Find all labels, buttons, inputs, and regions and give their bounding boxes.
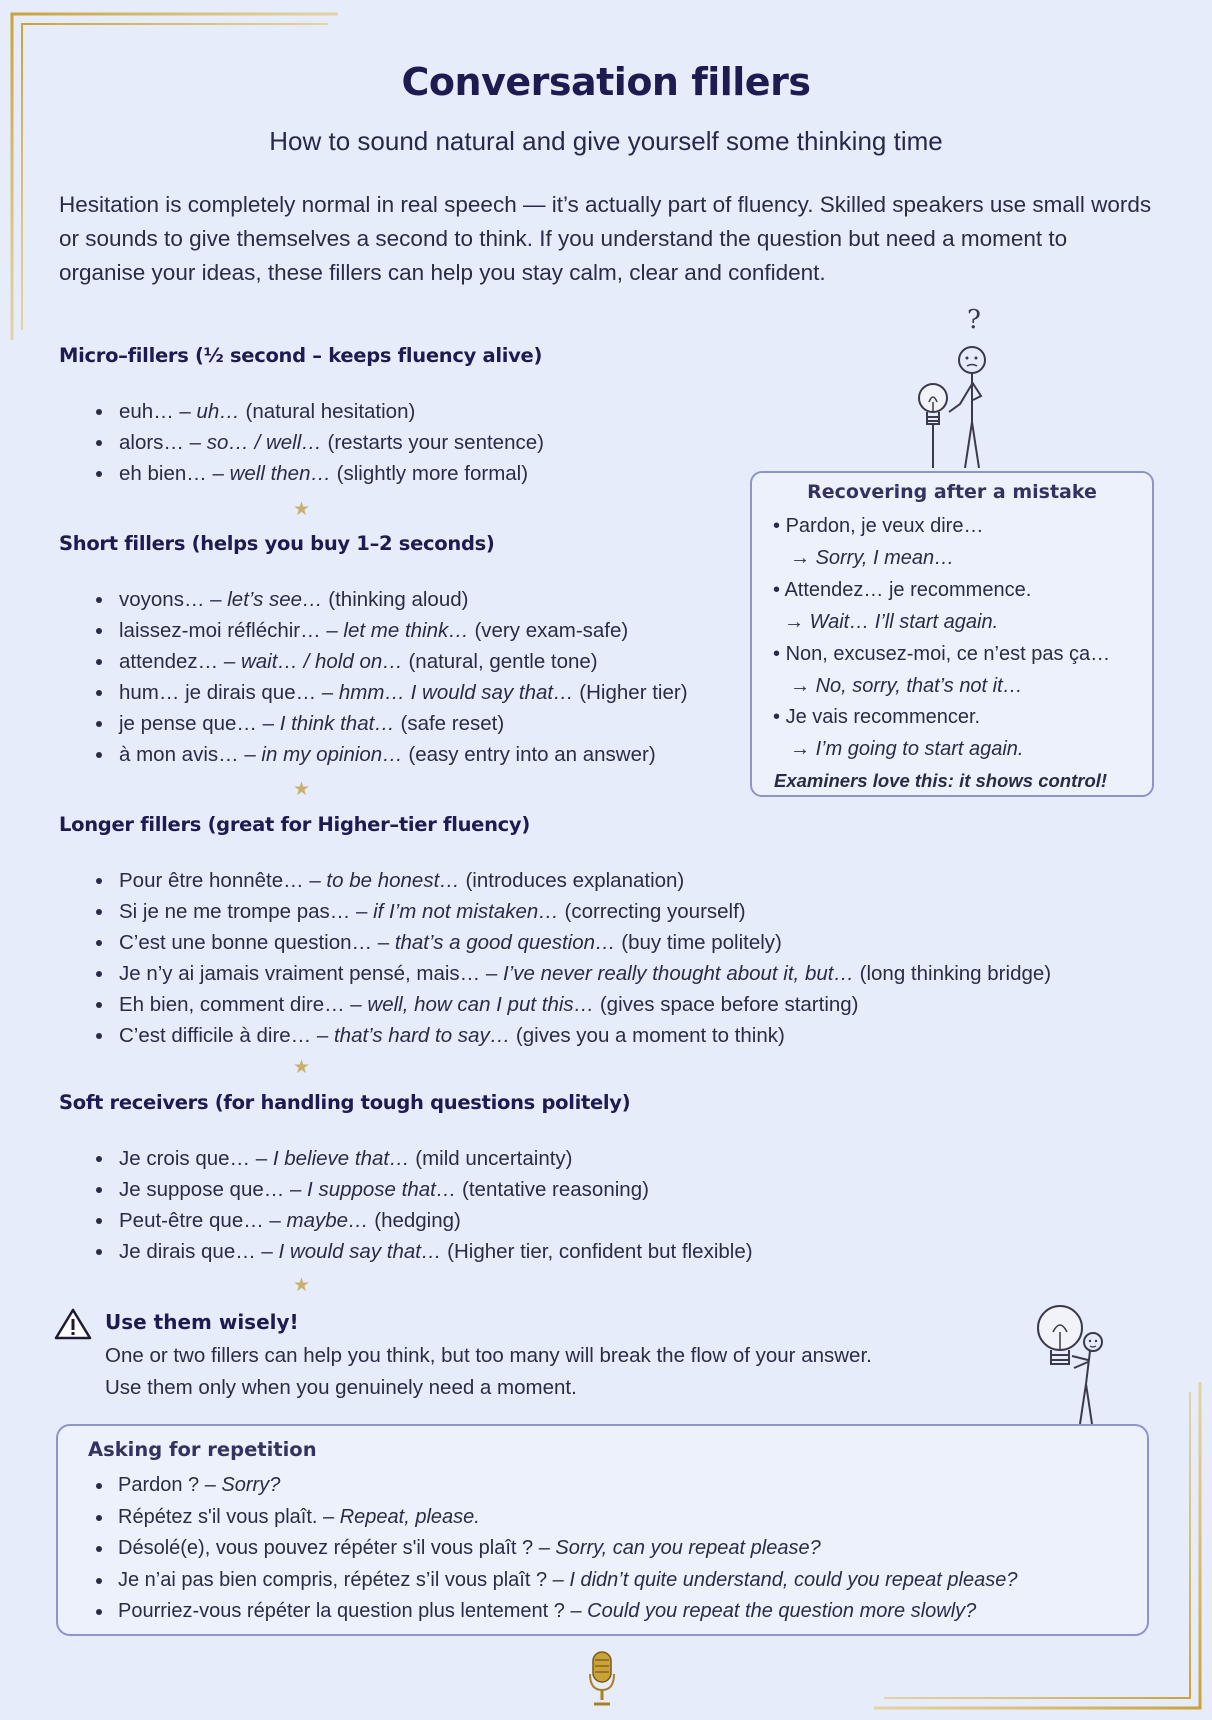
list-item: • Désolé(e), vous pouvez répéter s'il vous plaît ? – Sorry, can you repeat please?: [114, 1533, 1017, 1565]
list-item: • eh bien… – well then… (slightly more formal): [115, 458, 544, 489]
recovering-box-title: Recovering after a mistake: [807, 481, 1097, 503]
page-subtitle: How to sound natural and give yourself some thinking time: [269, 126, 943, 156]
list-item-translation: → No, sorry, that’s not it…: [790, 675, 1023, 697]
list-item: • Je dirais que… – I would say that… (Higher tier, confident but flexible): [115, 1236, 753, 1267]
soft-receivers-list: [89, 1143, 753, 1267]
list-item: • euh… – uh… (natural hesitation): [115, 396, 544, 427]
recovering-after-mistake-box: [750, 471, 1154, 797]
list-item: • alors… – so… / well… (restarts your sentence): [115, 427, 544, 458]
list-item: • Attendez… je recommence.: [773, 579, 1032, 601]
micro-fillers-list: [89, 396, 544, 489]
asking-for-repetition-box: [56, 1424, 1149, 1636]
repetition-box-title: Asking for repetition: [88, 1438, 317, 1461]
repetition-list: [88, 1470, 1017, 1628]
star-divider-icon: ★: [293, 1275, 311, 1296]
list-item: • Pour être honnête… – to be honest… (introduces explanation): [115, 865, 1051, 896]
list-item: • Pardon, je veux dire…: [773, 515, 984, 537]
list-item: • C’est difficile à dire… – that’s hard to say… (gives you a moment to think): [115, 1020, 1051, 1051]
list-item: • Je suppose que… – I suppose that… (tentative reasoning): [115, 1174, 753, 1205]
list-item: • voyons… – let’s see… (thinking aloud): [115, 584, 688, 615]
list-item: • Je crois que… – I believe that… (mild uncertainty): [115, 1143, 753, 1174]
page-title: Conversation fillers: [401, 60, 811, 104]
warning-text-line: One or two fillers can help you think, but too many will break the flow of your answer.: [105, 1344, 872, 1367]
star-divider-icon: ★: [293, 779, 311, 800]
microphone-icon: [587, 1650, 617, 1708]
list-item: • je pense que… – I think that… (safe reset): [115, 708, 688, 739]
section-heading-micro-fillers: Micro–fillers (½ second – keeps fluency alive): [59, 344, 543, 367]
warning-title: Use them wisely!: [105, 1310, 299, 1334]
section-heading-longer-fillers: Longer fillers (great for Higher–tier fluency): [59, 813, 530, 836]
list-item: • Non, excusez-moi, ce n’est pas ça…: [773, 643, 1111, 665]
list-item-translation: → Sorry, I mean…: [790, 547, 955, 569]
thinking-figure-illustration: [905, 304, 1005, 470]
list-item-translation: → Wait… I’ll start again.: [784, 611, 999, 633]
list-item: • Pardon ? – Sorry?: [114, 1470, 1017, 1502]
warning-icon: [54, 1307, 92, 1341]
list-item: • Peut-être que… – maybe… (hedging): [115, 1205, 753, 1236]
short-fillers-list: [89, 584, 688, 770]
intro-paragraph: Hesitation is completely normal in real speech — it’s actually part of fluency. Skilled speakers use small words or sounds to give themselves a second to think. If you understand the question but need a moment to organise your ideas, these fillers can help you stay calm, clear and confident.: [59, 192, 1152, 285]
list-item: • hum… je dirais que… – hmm… I would say that… (Higher tier): [115, 677, 688, 708]
list-item: • C’est une bonne question… – that’s a good question… (buy time politely): [115, 927, 1051, 958]
list-item: • Je n’ai pas bien compris, répétez s’il vous plaît ? – I didn’t quite understand, could you repeat please?: [114, 1565, 1017, 1597]
list-item: • attendez… – wait… / hold on… (natural, gentle tone): [115, 646, 688, 677]
list-item: • à mon avis… – in my opinion… (easy entry into an answer): [115, 739, 688, 770]
list-item: • laissez-moi réfléchir… – let me think… (very exam-safe): [115, 615, 688, 646]
recovering-box-footer: Examiners love this: it shows control!: [774, 770, 1108, 791]
star-divider-icon: ★: [293, 1057, 311, 1078]
list-item-translation: → I’m going to start again.: [790, 738, 1024, 760]
question-mark-icon: ?: [967, 305, 981, 335]
warning-text-line: Use them only when you genuinely need a moment.: [105, 1376, 577, 1399]
list-item: • Eh bien, comment dire… – well, how can I put this… (gives space before starting): [115, 989, 1051, 1020]
section-heading-soft-receivers: Soft receivers (for handling tough questions politely): [59, 1091, 631, 1114]
star-divider-icon: ★: [293, 499, 311, 520]
list-item: • Répétez s'il vous plaît. – Repeat, please.: [114, 1502, 1017, 1534]
longer-fillers-list: [89, 865, 1051, 1051]
lightbulb-figure-illustration: [1030, 1298, 1110, 1424]
section-heading-short-fillers: Short fillers (helps you buy 1–2 seconds): [59, 532, 495, 555]
list-item: • Si je ne me trompe pas… – if I’m not mistaken… (correcting yourself): [115, 896, 1051, 927]
list-item: • Je n’y ai jamais vraiment pensé, mais… – I’ve never really thought about it, but… (long thinking bridge): [115, 958, 1051, 989]
list-item: • Pourriez-vous répéter la question plus lentement ? – Could you repeat the question more slowly?: [114, 1596, 1017, 1628]
list-item: • Je vais recommencer.: [773, 706, 981, 728]
